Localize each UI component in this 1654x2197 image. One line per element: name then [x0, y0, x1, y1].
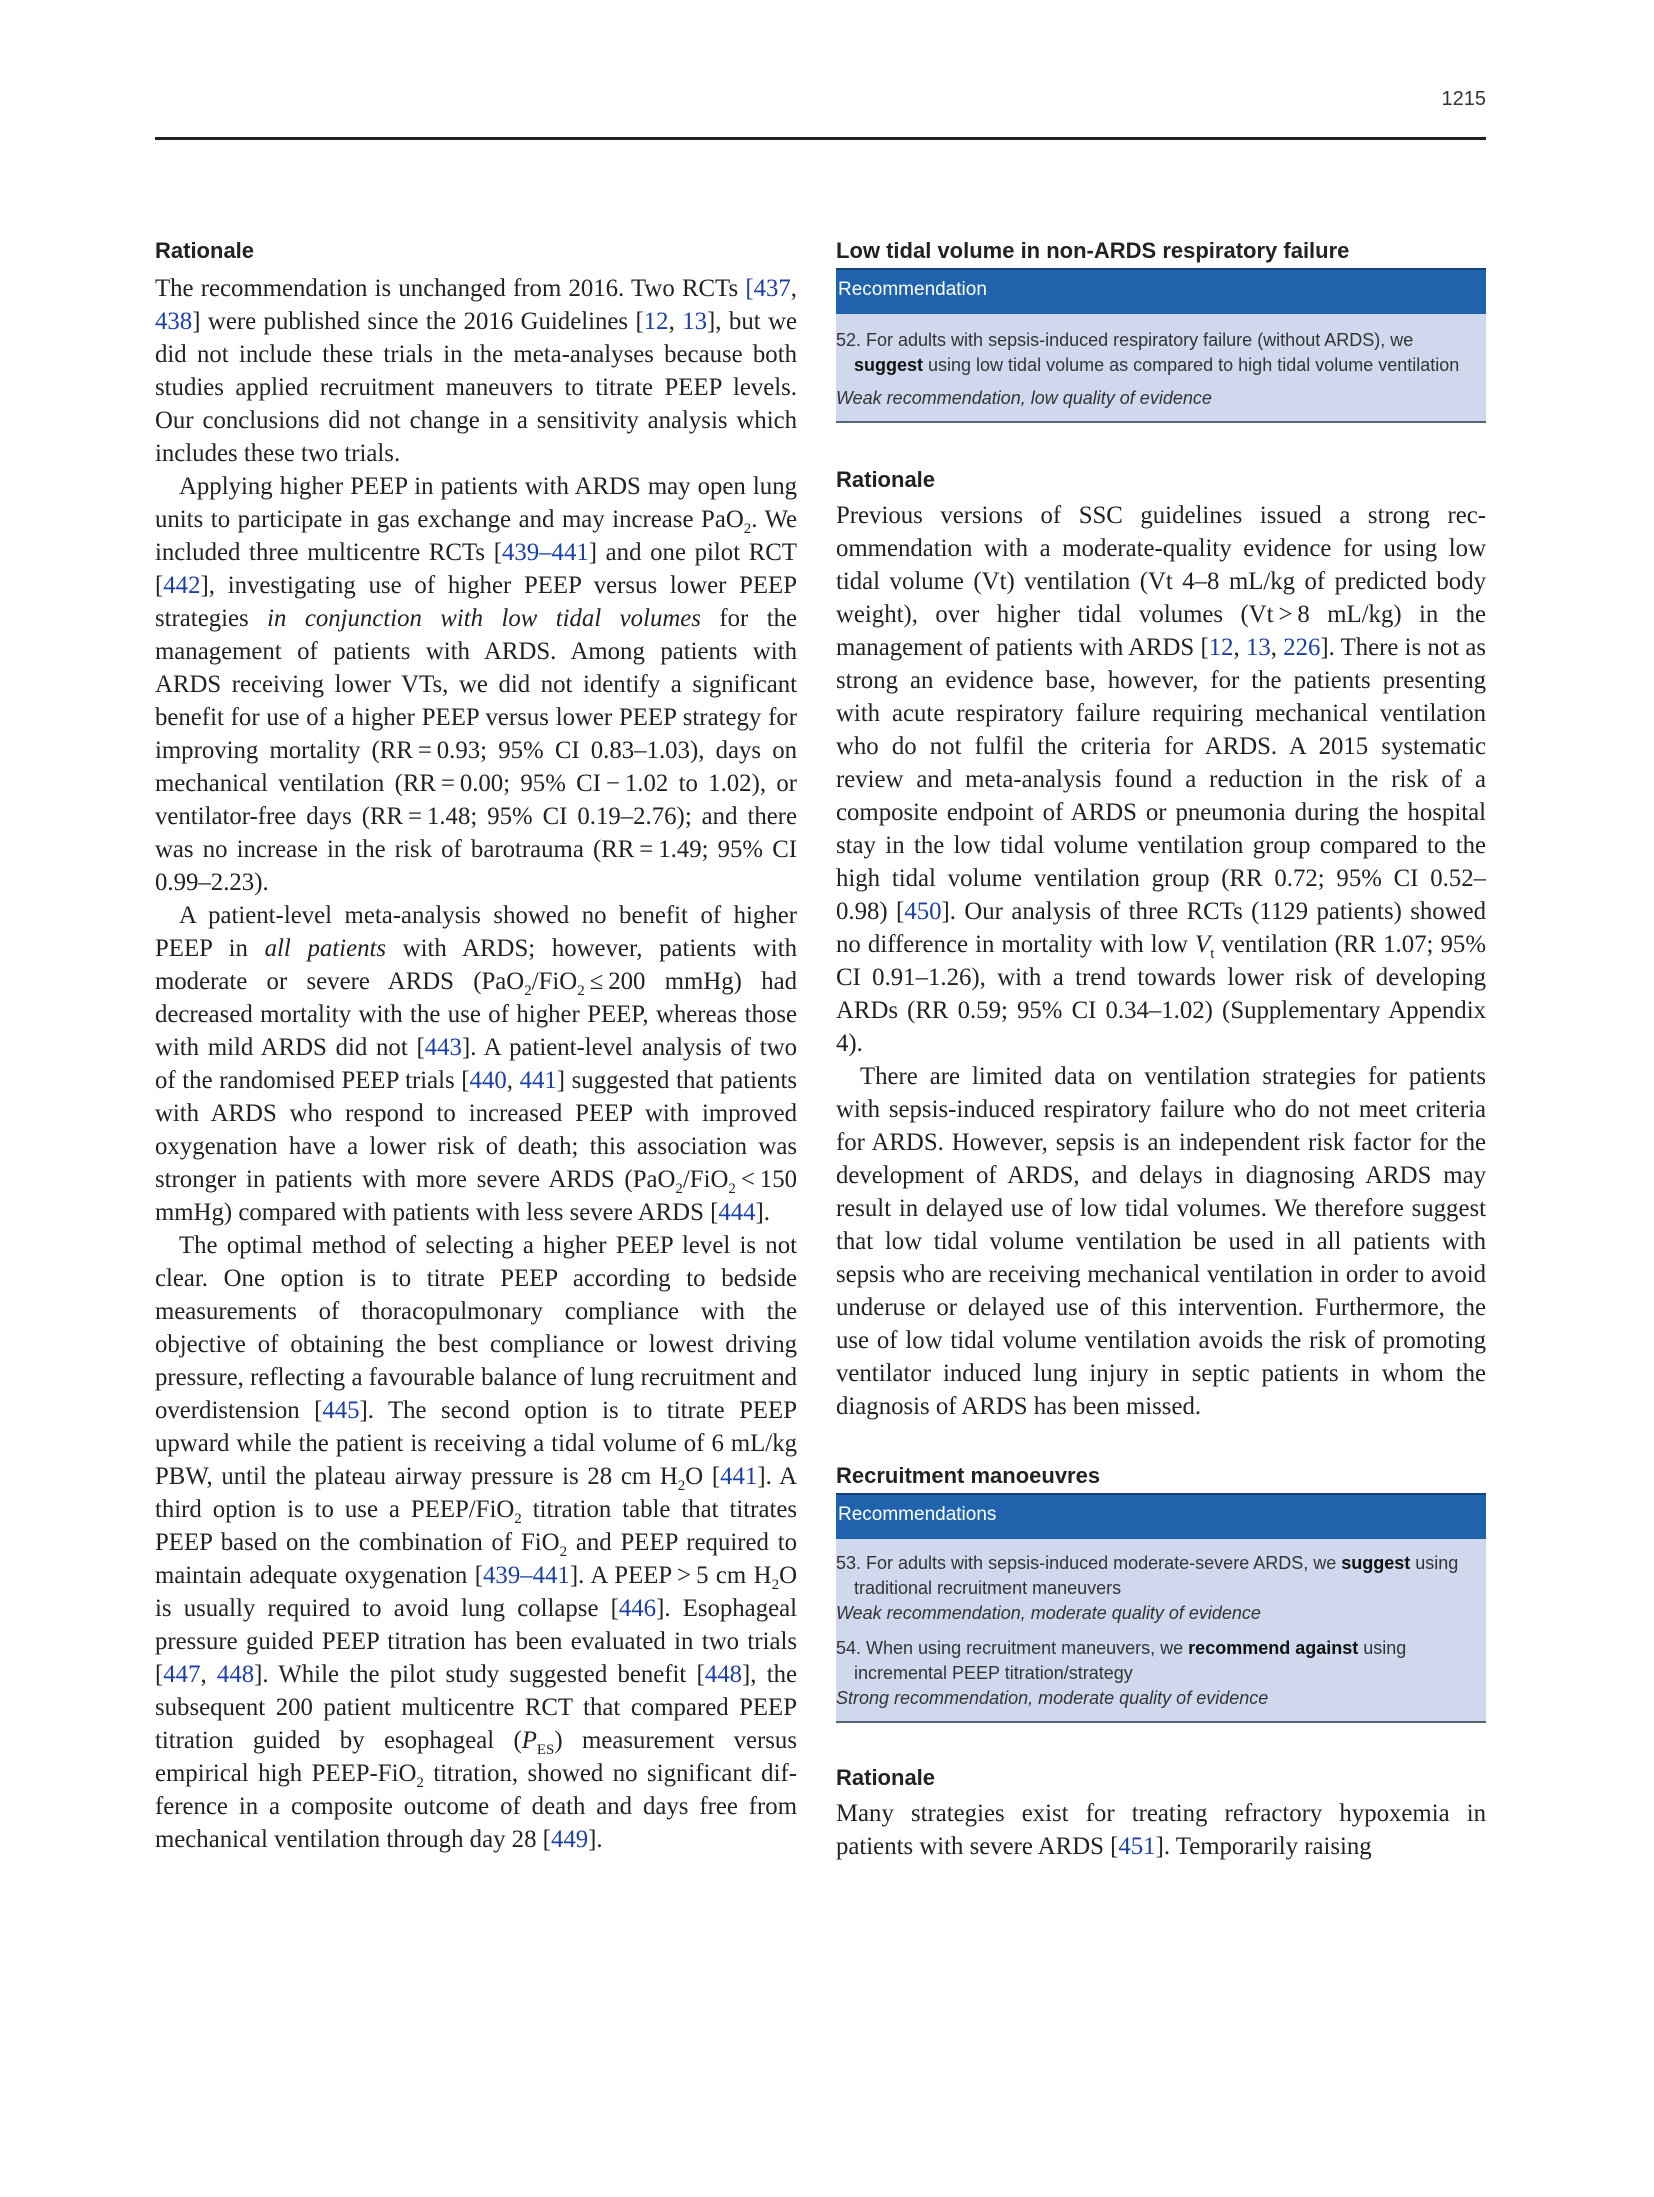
citation-link[interactable]: 441	[720, 1463, 758, 1490]
paragraph: The recommendation is unchanged from 2016. Two RCTs [437, 438] were published since the 2016 Guidelines [12, 13], but we did not include these trials in the meta-analyses because both studies applied recruitment maneuvers to titrate PEEP levels. Our conclusions did not change in a sensitivity analysis which includes these two trials.	[155, 275, 797, 467]
recommendation-grade: Weak recommendation, moderate quality of evidence	[836, 1603, 1261, 1623]
citation-link[interactable]: 440	[469, 1067, 507, 1094]
subscript: 2	[743, 520, 752, 537]
subscript: 2	[514, 1510, 522, 1527]
citation-link[interactable]: 444	[718, 1199, 756, 1226]
citation-link[interactable]: 438	[155, 308, 193, 335]
recommendation-box-body	[836, 1539, 1486, 1723]
page-number: 1215	[1441, 88, 1486, 110]
citation-link[interactable]: 441	[519, 1067, 557, 1094]
subscript: t	[1210, 945, 1215, 962]
section-heading-rationale: Rationale	[155, 238, 255, 263]
paragraph: Many strategies exist for treating refractory hypoxemia in patients with severe ARDS [451]. Temporarily raising	[836, 1800, 1486, 1860]
italic-text: all patients	[264, 935, 387, 962]
citation-link[interactable]: 443	[424, 1034, 462, 1061]
citation-link[interactable]: 450	[904, 898, 942, 925]
recommendation-53: 53. For adults with sepsis-induced moderate-severe ARDS, we suggest using traditional recruitment maneuvers	[836, 1553, 1459, 1598]
paragraph: Previous versions of SSC guidelines issued a strong recommendation with a moderate-quality evidence for using low tidal volume (Vt) ventilation (Vt 4–8 mL/kg of predicted body weight), over higher tidal volumes (Vt > 8 mL/kg) in the management of patients with ARDS [12, 13, 226]. There is not as strong an evidence base, however, for the patients presenting with acute respiratory failure requiring mechanical ventilation who do not fulfil the criteria for ARDS. A 2015 systematic review and meta-analysis found a reduction in the risk of a composite endpoint of ARDS or pneumonia during the hospital stay in the low tidal volume ventilation group compared to the high tidal volume ventilation group (RR 0.72; 95% CI 0.52–0.98) [450]. Our analysis of three RCTs (1129 patients) showed no difference in mortality with low $V_t$ ventilation (RR 1.07; 95% CI 0.91–1.26), with a trend towards lower risk of developing ARDs (RR 0.59; 95% CI 0.34–1.02) (Supplementary Appendix 4).	[836, 502, 1487, 1057]
subscript: 2	[728, 1180, 736, 1197]
italic-text: P	[521, 1727, 537, 1754]
italic-text: in conjunction with low tidal volumes	[267, 605, 701, 632]
paragraph: The optimal method of selecting a higher PEEP level is not clear. One option is to titrate PEEP according to bedside measurements of thoracopulmonary compliance with the objective of obtaining the best compliance or lowest driving pressure, reflecting a favourable balance of lung recruitment and overdistension [445]. The second option is to titrate PEEP upward while the patient is receiving a tidal volume of 6 mL/kg PBW, until the plateau airway pressure is 28 cm $H_2O$ [441]. A third option is to use a PEEP/FiO$_2$ titration table that titrates PEEP based on the combination of FiO$_2$ and PEEP required to maintain adequate oxygenation [439–441]. A PEEP > 5 cm $H_2O$ is usually required to avoid lung collapse [446]. Esophageal pressure guided PEEP titration has been evaluated in two trials [447, 448]. While the pilot study suggested benefit [448], the subsequent 200 patient multicentre RCT that compared PEEP titration guided by esophageal $(P_{ES})$ measurement versus empirical high PEEP-FiO$_2$ titration, showed no significant difference in a composite outcome of death and days free from mechanical ventilation through day 28 [449].	[155, 1232, 798, 1853]
citation-link[interactable]: 446	[618, 1595, 657, 1622]
recommendation-box	[836, 268, 1486, 423]
section-heading-rationale: Rationale	[836, 467, 936, 492]
citation-link[interactable]: 13	[1245, 634, 1271, 661]
subscript: 2	[577, 982, 585, 999]
recommendation-box	[836, 1493, 1486, 1723]
recommendation-box-body	[836, 314, 1486, 423]
subscript: 2	[416, 1774, 424, 1791]
citation-link[interactable]: 439–441	[501, 539, 589, 566]
right-column	[836, 236, 1486, 1863]
paragraph: Applying higher PEEP in patients with ARDS may open lung units to participate in gas exchange and may increase PaO$_2$. We included three multicentre RCTs [439–441] and one pilot RCT [442], investigating use of higher PEEP versus lower PEEP strategies in conjunction with low tidal volumes for the management of patients with ARDS. Among patients with ARDS receiving lower VTs, we did not identify a significant benefit for use of a higher PEEP versus lower PEEP strategy for improving mortality (RR = 0.93; 95% CI 0.83–1.03), days on mechanical ventilation (RR = 0.00; 95% CI − 1.02 to 1.02), or ventilator-free days (RR = 1.48; 95% CI 0.19–2.76); and there was no increase in the risk of barotrauma (RR = 1.49; 95% CI 0.99–2.23).	[155, 473, 798, 896]
subscript: 2	[675, 1180, 683, 1197]
citation-link[interactable]: 12	[1208, 634, 1234, 661]
subscript: 2	[524, 982, 532, 999]
recommendation-52: 52. For adults with sepsis-induced respiratory failure (without ARDS), we suggest using low tidal volume as compared to high tidal volume ventilation	[836, 330, 1460, 375]
citation-link[interactable]: 448	[704, 1661, 743, 1688]
section-heading-rationale: Rationale	[836, 1765, 936, 1790]
citation-link[interactable]: 449	[550, 1826, 589, 1853]
citation-link[interactable]: 445	[322, 1397, 360, 1424]
citation-link[interactable]: 12	[643, 308, 669, 335]
paragraph: There are limited data on ventilation strategies for patients with sepsis-induced respiratory failure who do not meet criteria for ARDS. However, sepsis is an independent risk factor for the development of ARDS, and delays in diagnosing ARDS may result in delayed use of low tidal volumes. We therefore suggest that low tidal volume ventilation be used in all patients with sepsis who are receiving mechanical ventilation in order to avoid underuse or delayed use of this intervention. Furthermore, the use of low tidal volume ventilation avoids the risk of promoting ventilator induced lung injury in septic patients in whom the diagnosis of ARDS has been missed.	[836, 1063, 1486, 1420]
left-column	[155, 236, 797, 1856]
citation-link[interactable]: 226	[1283, 634, 1321, 661]
citation-link[interactable]: 442	[163, 572, 201, 599]
section-heading-low-tidal-volume: Low tidal volume in non-ARDS respiratory failure	[836, 238, 1350, 263]
subscript: ES	[536, 1741, 555, 1758]
italic-text: V	[1195, 931, 1211, 958]
citation-link[interactable]: [437	[745, 275, 791, 302]
citation-link[interactable]: 439–441	[483, 1562, 570, 1589]
section-heading-recruitment-manoeuvres: Recruitment manoeuvres	[836, 1463, 1101, 1488]
recommendation-box-header: Recommendations	[836, 1493, 1486, 1539]
recommendation-box-header: Recommendation	[836, 268, 1486, 314]
header-rule	[155, 137, 1486, 140]
recommendation-grade: Weak recommendation, low quality of evidence	[836, 388, 1212, 408]
subscript: 2	[771, 1576, 780, 1593]
paragraph: A patient-level meta-analysis showed no benefit of higher PEEP in all patients with ARDS; however, patients with moderate or severe ARDS (PaO$_2$/FiO$_2$ ≤ 200 mmHg) had decreased mortality with the use of higher PEEP, whereas those with mild ARDS did not [443]. A patient-level analysis of two of the randomised PEEP trials [440, 441] suggested that patients with ARDS who respond to increased PEEP with improved oxygenation have a lower risk of death; this association was stronger in patients with more severe ARDS (PaO$_2$/FiO$_2$ < 150 mmHg) compared with patients with less severe ARDS [444].	[155, 902, 798, 1226]
recommendation-54: 54. When using recruitment maneuvers, we recommend against using incremental PEEP titration/strategy	[836, 1638, 1407, 1683]
recommendation-grade: Strong recommendation, moderate quality of evidence	[836, 1688, 1269, 1708]
citation-link[interactable]: 448	[216, 1661, 255, 1688]
citation-link[interactable]: 451	[1118, 1833, 1156, 1860]
subscript: 2	[559, 1543, 568, 1560]
subscript: 2	[677, 1477, 686, 1494]
citation-link[interactable]: 447	[163, 1661, 201, 1688]
citation-link[interactable]: 13	[682, 308, 708, 335]
